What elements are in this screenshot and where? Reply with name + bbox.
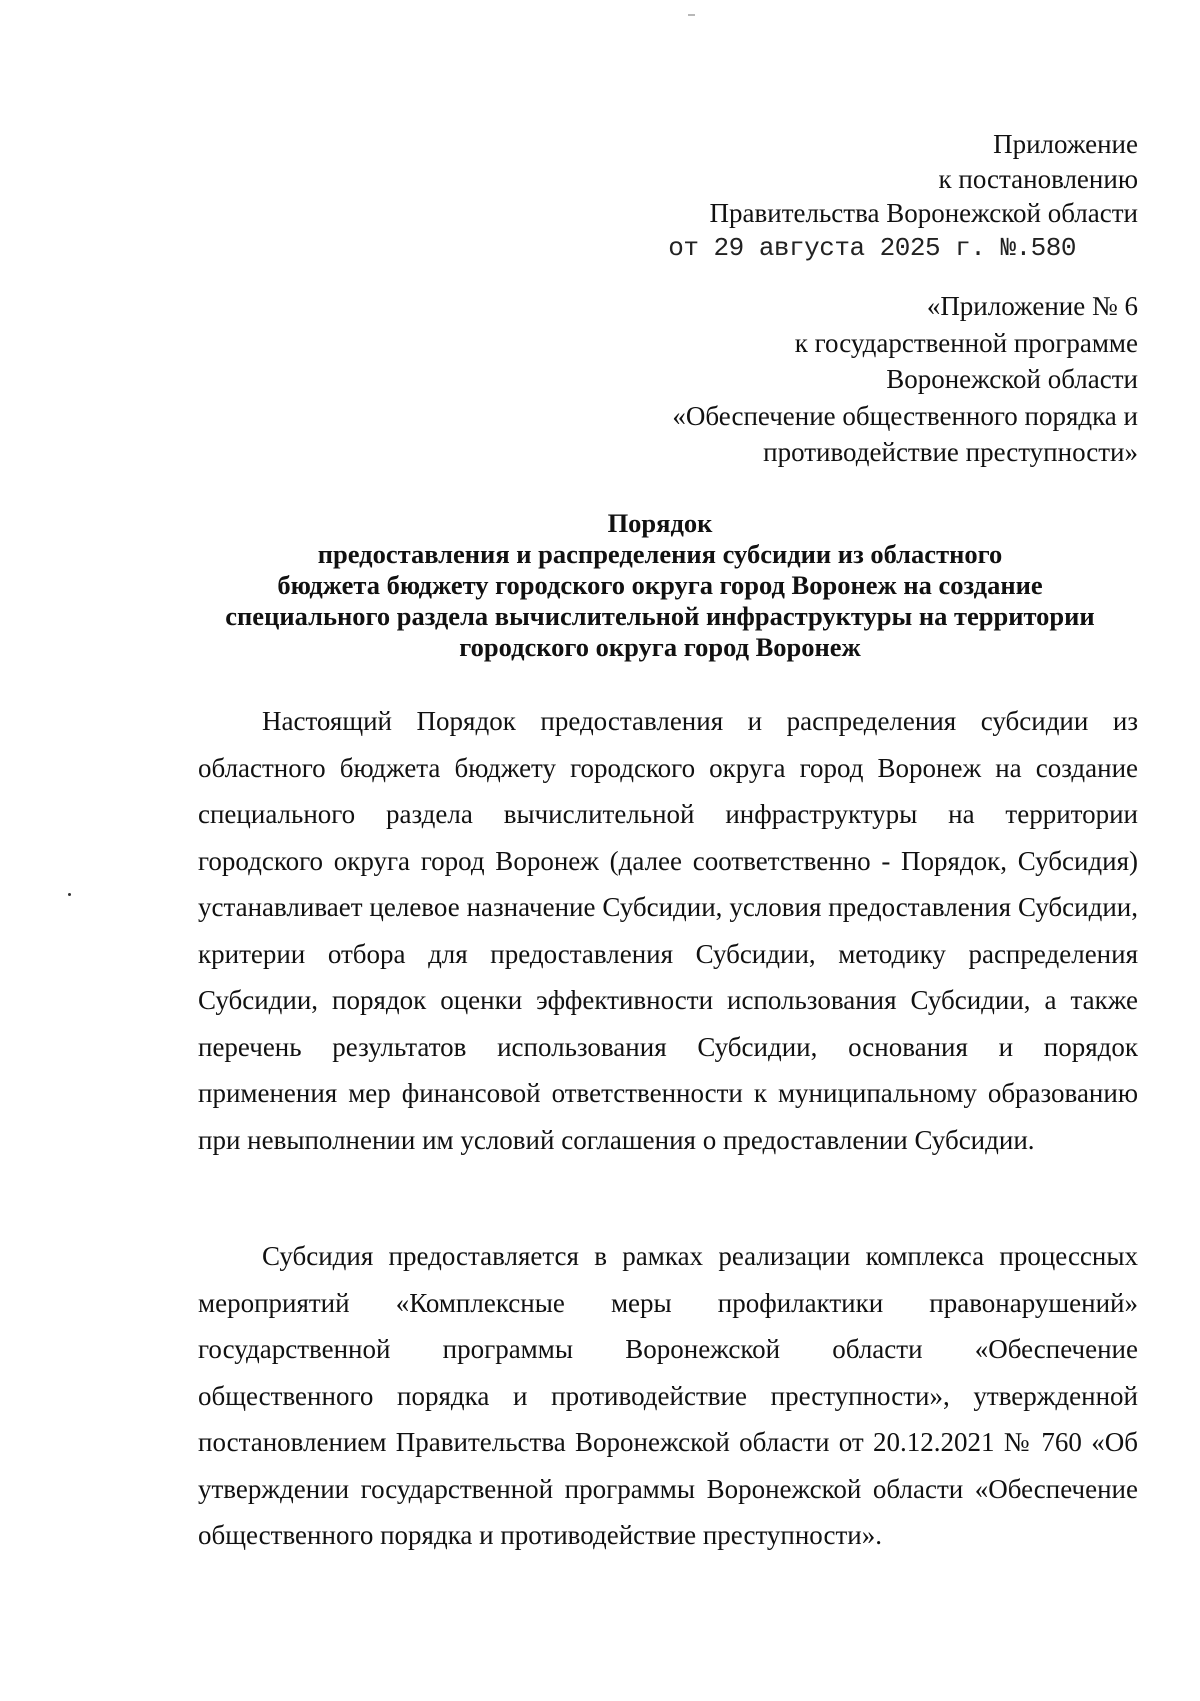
- annex-header: [668, 127, 1138, 265]
- scan-artifact-mark: [688, 14, 695, 16]
- program-annex-region: Воронежской области: [886, 364, 1138, 394]
- paragraph-1-text: Настоящий Порядок предоставления и распределения субсидии из областного бюджета бюджету городского округа город Воронеж на создание специального раздела вычислительной инфраструктуры на территории городского округа город Воронеж (далее соответственно - Порядок, Субсидия) устанавливает целевое назначение Субсидии, условия предоставления Субсидии, критерии отбора для предоставления Субсидии, методику распределения Субсидии, порядок оценки эффективности использования Субсидии, а также перечень результатов использования Субсидии, основания и порядок применения мер финансовой ответственности к муниципальному образованию при невыполнении им условий соглашения о предоставлении Субсидии.: [198, 706, 1138, 1155]
- program-annex-title: «Приложение № 6: [926, 291, 1138, 321]
- document-title: [180, 508, 1140, 663]
- body-paragraph-2: [198, 1233, 1138, 1559]
- annex-title: Приложение: [993, 129, 1138, 159]
- title-line-2: предоставления и распределения субсидии из областного: [317, 539, 1003, 569]
- program-annex-header: [672, 288, 1138, 471]
- annex-date-number: от 29 августа 2025 г. №.580: [668, 232, 1076, 263]
- title-line-5: городского округа город Воронеж: [459, 632, 861, 662]
- paragraph-2-text: Субсидия предоставляется в рамках реализации комплекса процессных мероприятий «Комплексные меры профилактики правонарушений» государственной программы Воронежской области «Обеспечение общественного порядка и противодействие преступности», утвержденной постановлением Правительства Воронежской области от 20.12.2021 № 760 «Об утверждении государственной программы Воронежской области «Обеспечение общественного порядка и противодействие преступности».: [198, 1241, 1138, 1550]
- annex-reference: к постановлению: [938, 163, 1138, 194]
- annex-issuer: Правительства Воронежской области: [709, 198, 1138, 228]
- title-line-1: Порядок: [607, 508, 713, 538]
- program-annex-name-line1: «Обеспечение общественного порядка и: [672, 400, 1138, 431]
- title-line-3: бюджета бюджету городского округа город Воронеж на создание: [277, 570, 1043, 600]
- program-annex-reference: к государственной программе: [794, 327, 1138, 358]
- body-paragraph-1: [198, 698, 1138, 1163]
- title-line-4: специального раздела вычислительной инфраструктуры на территории: [225, 601, 1095, 631]
- scan-artifact-dot: [68, 893, 71, 896]
- program-annex-name-line2: противодействие преступности»: [763, 437, 1138, 467]
